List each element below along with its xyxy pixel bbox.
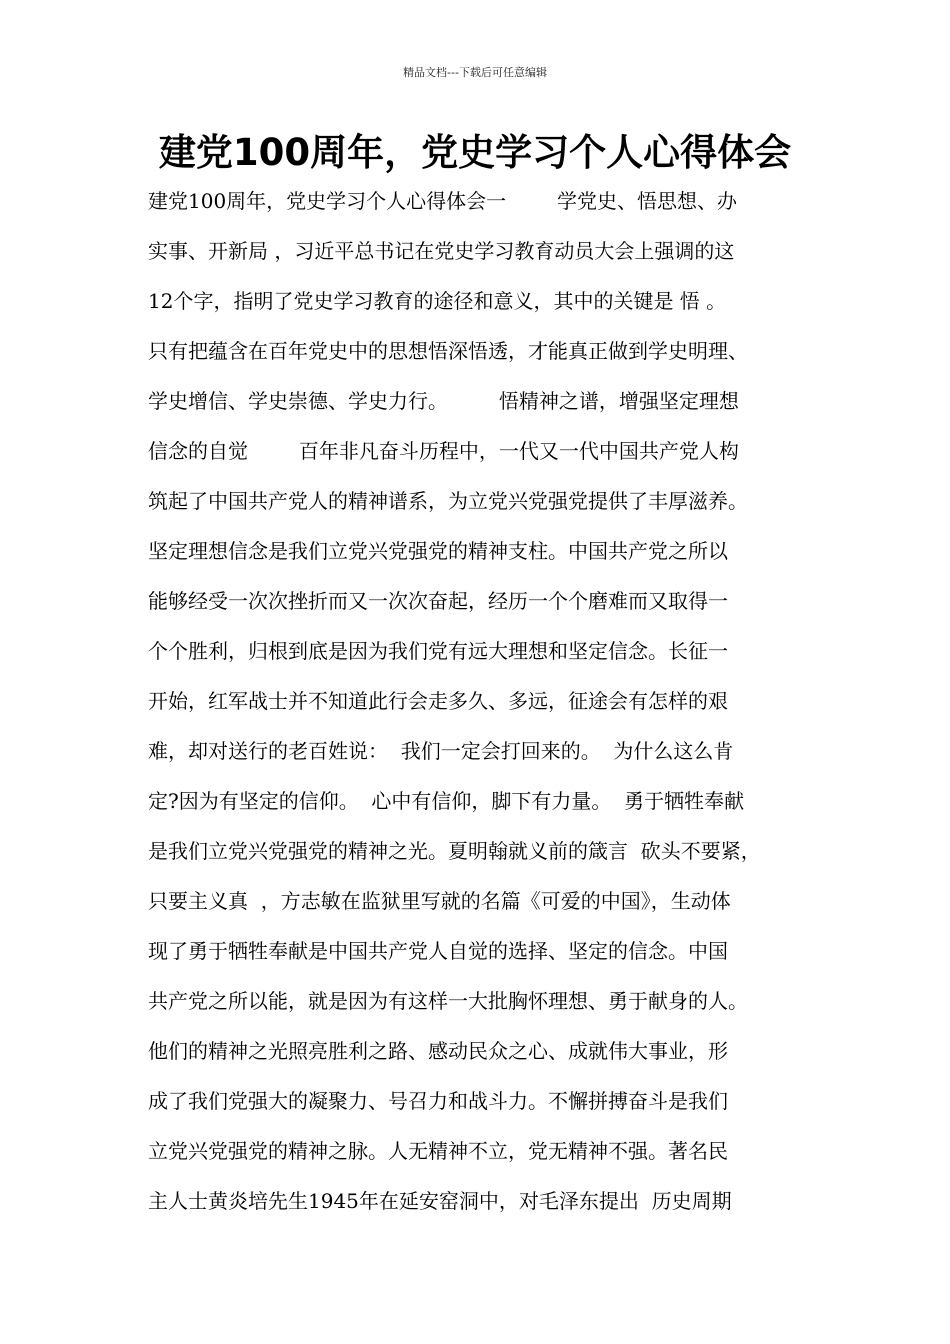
body-line: 12个字，指明了党史学习教育的途径和意义，其中的关键是 悟 。 [148,289,727,313]
body-line: 他们的精神之光照亮胜利之路、感动民众之心、成就伟大事业，形 [148,1039,728,1063]
body-line: 个个胜利，归根到底是因为我们党有远大理想和坚定信念。长征一 [148,639,728,663]
body-text [148,181,828,1231]
body-line: 立党兴党强党的精神之脉。人无精神不立，党无精神不强。著名民 [148,1139,728,1163]
body-line: 现了勇于牺牲奉献是中国共产党人自觉的选择、坚定的信念。中国 [148,939,728,963]
header-note: 精品文档---下载后可任意编辑 [403,66,547,79]
body-line: 信念的自觉 百年非凡奋斗历程中，一代又一代中国共产党人构 [148,439,739,463]
body-line: 实事、开新局 ，习近平总书记在党史学习教育动员大会上强调的这 [148,239,735,263]
body-line: 筑起了中国共产党人的精神谱系，为立党兴党强党提供了丰厚滋养。 [148,489,748,513]
body-line: 开始，红军战士并不知道此行会走多久、多远，征途会有怎样的艰 [148,689,728,713]
body-line: 建党100周年，党史学习个人心得体会一 学党史、悟思想、办 [148,189,738,213]
document-title: 建党100周年，党史学习个人心得体会 [158,131,792,174]
body-line: 难，却对送行的老百姓说： 我们一定会打回来的。 为什么这么肯 [148,739,734,763]
body-line: 学史增信、学史崇德、学史力行。 悟精神之谱，增强坚定理想 [148,389,739,413]
body-line: 能够经受一次次挫折而又一次次奋起，经历一个个磨难而又取得一 [148,589,728,613]
body-line: 只要主义真 ，方志敏在监狱里写就的名篇《可爱的中国》，生动体 [148,889,731,913]
body-line: 坚定理想信念是我们立党兴党强党的精神支柱。中国共产党之所以 [148,539,728,563]
body-line: 是我们立党兴党强党的精神之光。夏明翰就义前的箴言 砍头不要紧， [148,839,761,863]
body-line: 只有把蕴含在百年党史中的思想悟深悟透，才能真正做到学史明理、 [148,339,748,363]
body-line: 成了我们党强大的凝聚力、号召力和战斗力。不懈拼搏奋斗是我们 [148,1089,728,1113]
body-line: 主人士黄炎培先生1945年在延安窑洞中，对毛泽东提出 历史周期 [148,1189,732,1213]
body-line: 共产党之所以能，就是因为有这样一大批胸怀理想、勇于献身的人。 [148,989,748,1013]
body-line: 定?因为有坚定的信仰。 心中有信仰，脚下有力量。 勇于牺牲奉献 [148,789,745,813]
